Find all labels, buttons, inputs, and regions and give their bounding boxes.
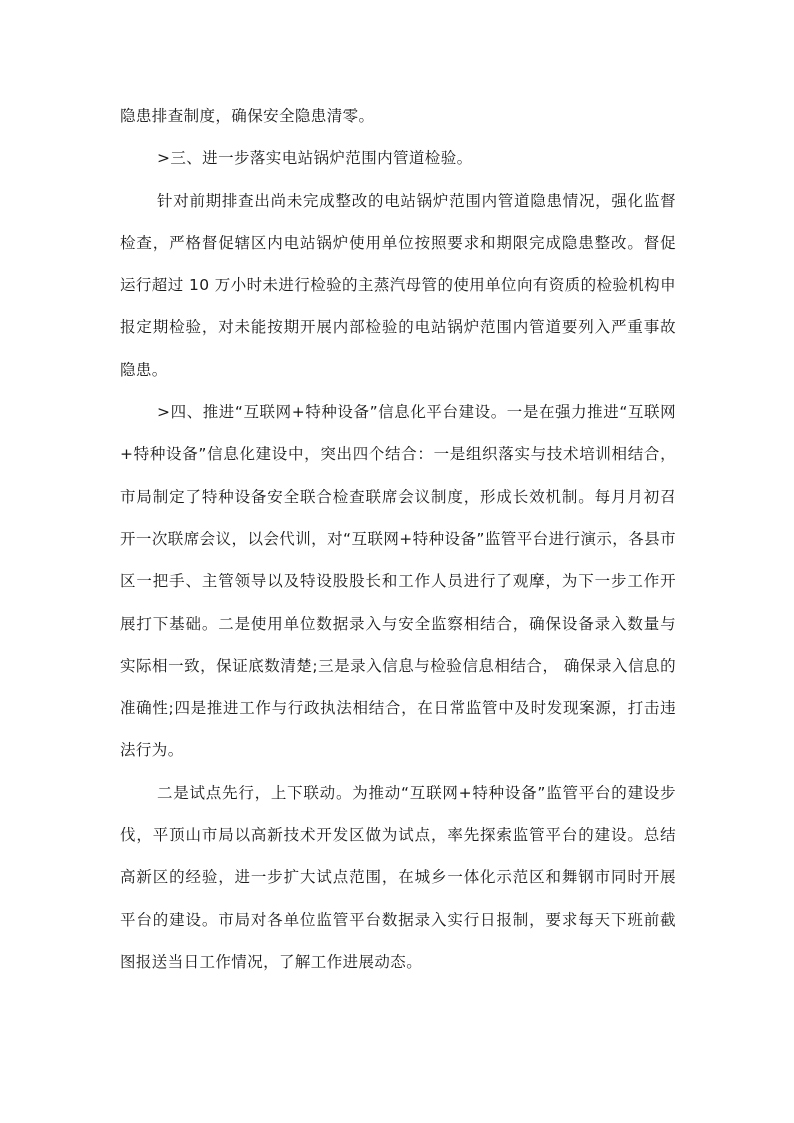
- paragraph-hazard-system-end: 隐患排查制度，确保安全隐患清零。: [120, 107, 375, 125]
- paragraph-heading-pipeline-inspection: >三、进一步落实电站锅炉范围内管道检验。: [157, 149, 473, 168]
- paragraph-pipeline-inspection: 针对前期排查出尚未完成整改的电站锅炉范围内管道隐患情况，强化监督检查，严格督促辖区内电站锅炉使用单位按照要求和期限完成隐患整改。督促运行超过 10 万小时未进行检验的主蒸汽母管的使用单位向有资质的检验机构申报定期检验，对未能按期开展内部检验的电站锅炉范围内管道要列入严重事故隐患。: [120, 191, 676, 379]
- document-body: [120, 95, 676, 983]
- paragraph-pilot-program: 二是试点先行，上下联动。为推动“互联网+特种设备”监管平台的建设步伐，平顶山市局以高新技术开发区做为试点，率先探索监管平台的建设。总结高新区的经验，进一步扩大试点范围，在城乡一体化示范区和舞钢市同时开展平台的建设。市局对各单位监管平台数据录入实行日报制，要求每天下班前截图报送当日工作情况，了解工作进展动态。: [120, 783, 676, 971]
- paragraph-internet-platform: >四、推进“互联网+特种设备”信息化平台建设。一是在强力推进“互联网+特种设备”信息化建设中，突出四个结合：一是组织落实与技术培训相结合，市局制定了特种设备安全联合检查联席会议制度，形成长效机制。每月月初召开一次联席会议，以会代训，对“互联网+特种设备”监管平台进行演示，各县市区一把手、主管领导以及特设股股长和工作人员进行了观摩，为下一步工作开展打下基础。二是使用单位数据录入与安全监察相结合，确保设备录入数量与实际相一致，保证底数清楚;三是录入信息与检验信息相结合， 确保录入信息的准确性;四是推进工作与行政执法相结合，在日常监管中及时发现案源，打击违法行为。: [120, 403, 676, 760]
